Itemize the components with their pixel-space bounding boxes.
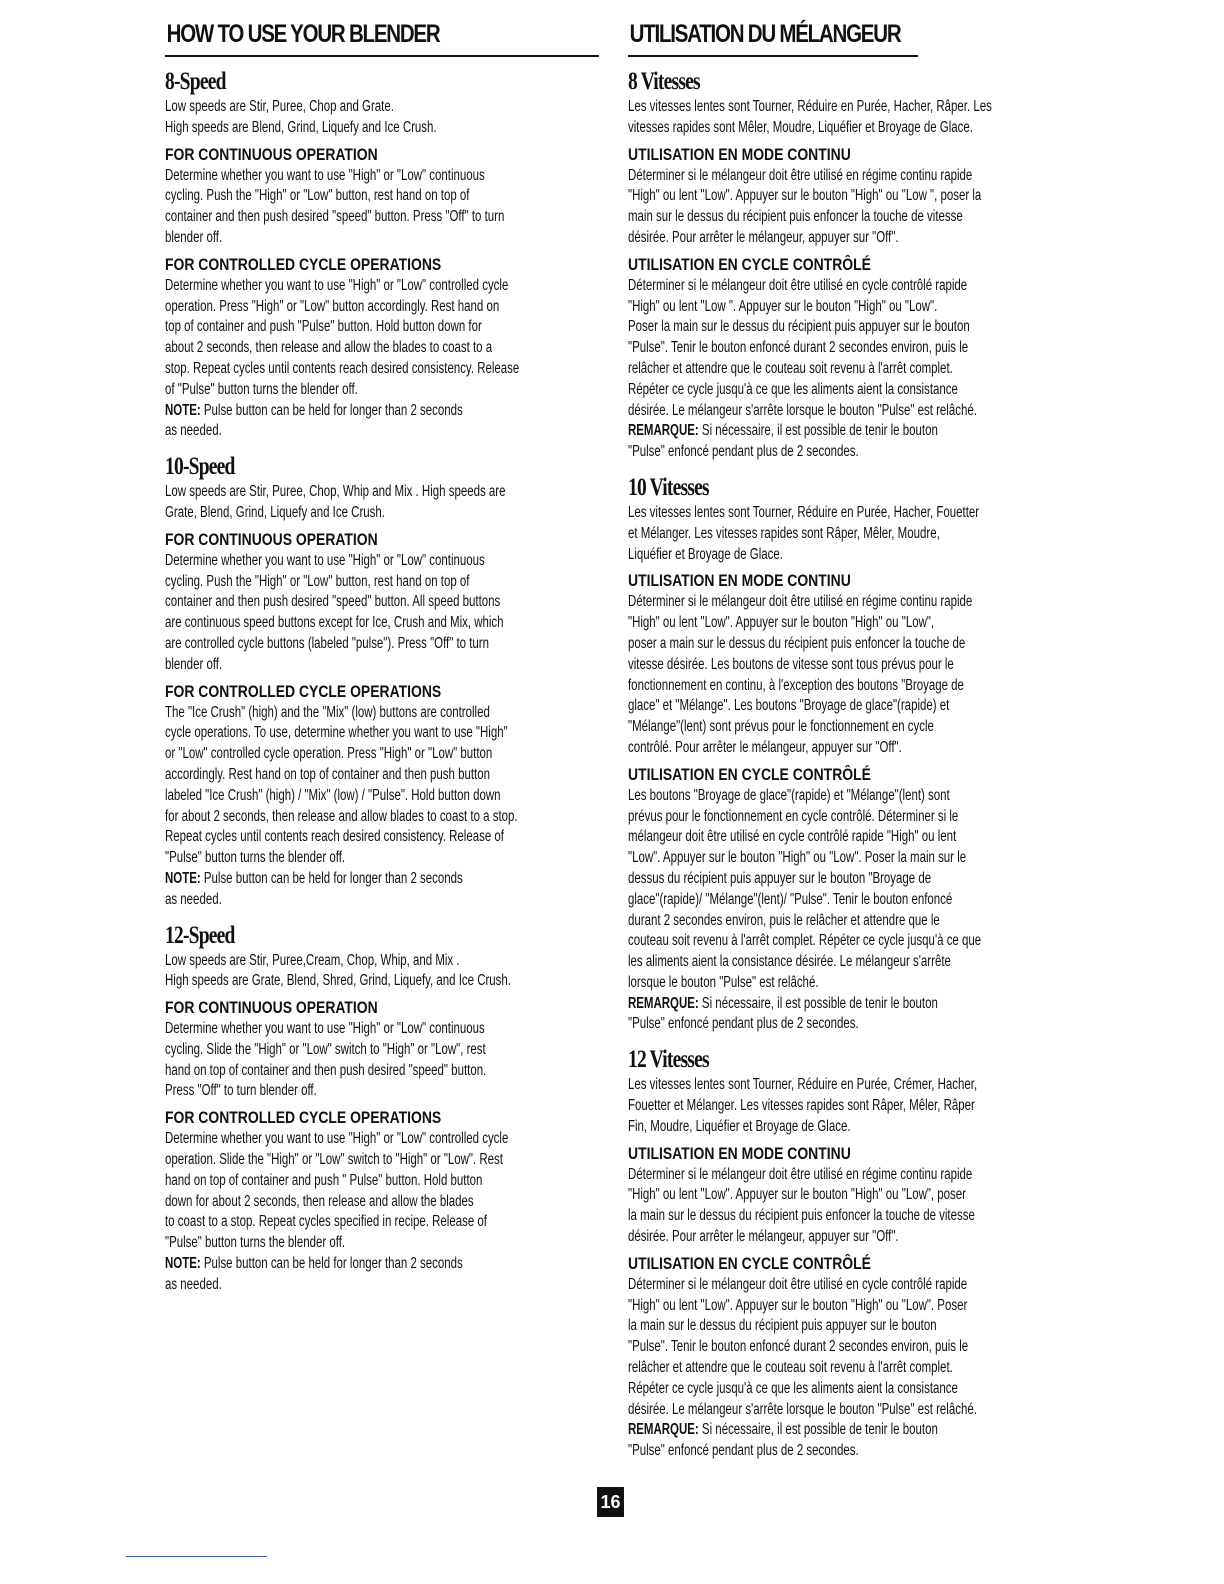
text-line: Déterminer si le mélangeur doit être utilisé en cycle contrôlé rapide: [628, 1275, 968, 1293]
text-line: "High" ou lent "Low". Appuyer sur le bouton "High" ou "Low",: [628, 614, 935, 632]
text-line: Poser la main sur le dessus du récipient puis appuyer sur le bouton: [628, 318, 970, 336]
subsection-heading: UTILISATION EN CYCLE CONTRÔLÉ: [628, 1253, 871, 1273]
section-intro: [165, 482, 599, 524]
section-gap: [628, 1462, 1066, 1468]
paragraph: [628, 1275, 1066, 1462]
subsection-heading: UTILISATION EN MODE CONTINU: [628, 571, 851, 591]
note-label: NOTE:: [165, 869, 201, 887]
text-line: top of container and push "Pulse" button. Hold button down for: [165, 318, 482, 336]
french-column: [628, 18, 1066, 1468]
text-line: prévus pour le fonctionnement en cycle contrôlé. Déterminer si le: [628, 807, 959, 825]
text-line: Les vitesses lentes sont Tourner, Réduire en Purée, Crémer, Hacher,: [628, 1076, 978, 1094]
text-line: poser a main sur le dessus du récipient puis enfoncer la touche de: [628, 634, 966, 652]
note-label: REMARQUE:: [628, 422, 699, 440]
note-label: NOTE:: [165, 401, 201, 419]
text-line: Repeat cycles until contents reach desired consistency. Release of: [165, 828, 504, 846]
text-line: stop. Repeat cycles until contents reach desired consistency. Release: [165, 359, 520, 377]
text-line: "Pulse" button turns the blender off.: [165, 1234, 346, 1252]
note-text: Si nécessaire, il est possible de tenir le bouton: [698, 994, 938, 1012]
section-title: 8 Vitesses: [628, 68, 700, 95]
section: [628, 473, 1066, 1041]
section-title: 8-Speed: [165, 68, 226, 95]
text-line: Determine whether you want to use "High" or "Low" controlled cycle: [165, 1130, 509, 1148]
note-text: Si nécessaire, il est possible de tenir le bouton: [698, 422, 938, 440]
text-line: "High" ou lent "Low". Appuyer sur le bouton "High" ou "Low", poser: [628, 1186, 967, 1204]
note-text: "Pulse" enfoncé pendant plus de 2 secondes.: [628, 1442, 859, 1460]
text-line: High speeds are Grate, Blend, Shred, Grind, Liquefy, and Ice Crush.: [165, 972, 511, 990]
text-line: The "Ice Crush" (high) and the "Mix" (low) buttons are controlled: [165, 703, 490, 721]
text-line: Fouetter et Mélanger. Les vitesses rapides sont Râper, Mêler, Râper: [628, 1097, 975, 1115]
section-gap: [628, 463, 1066, 469]
section-gap: [165, 442, 599, 448]
text-line: cycle operations. To use, determine whether you want to use "High": [165, 724, 508, 742]
text-line: hand on top of container and push " Pulse" button. Hold button: [165, 1171, 483, 1189]
english-heading-rule: [165, 55, 599, 57]
note-text: "Pulse" enfoncé pendant plus de 2 secondes.: [628, 1015, 859, 1033]
note-line: [628, 442, 952, 463]
text-line: to coast to a stop. Repeat cycles specified in recipe. Release of: [165, 1213, 487, 1231]
text-line: Determine whether you want to use "High" or "Low" continuous: [165, 551, 485, 569]
note-text: "Pulse" enfoncé pendant plus de 2 secondes.: [628, 443, 859, 461]
section-title: 12-Speed: [165, 921, 235, 949]
text-line: High speeds are Blend, Grind, Liquefy and Ice Crush.: [165, 118, 437, 136]
subsection-heading: FOR CONTROLLED CYCLE OPERATIONS: [165, 1108, 442, 1128]
text-line: fonctionnement en continu, à l'exception des boutons "Broyage de: [628, 676, 964, 694]
section-intro: [628, 503, 1066, 565]
subsection-heading: UTILISATION EN CYCLE CONTRÔLÉ: [628, 254, 871, 274]
text-line: Répéter ce cycle jusqu'à ce que les aliments aient la consistance: [628, 1379, 958, 1397]
text-line: lorsque le bouton "Pulse" est relâché.: [628, 973, 819, 991]
paragraph: [165, 551, 599, 676]
note-line: [165, 890, 486, 911]
section-intro: [165, 951, 599, 993]
text-line: hand on top of container and then push desired "speed" button.: [165, 1061, 487, 1079]
text-line: Press "Off" to turn blender off.: [165, 1082, 317, 1100]
text-line: dessus du récipient puis appuyer sur le bouton "Broyage de: [628, 869, 932, 887]
note-label: REMARQUE:: [628, 1421, 699, 1439]
text-line: accordingly. Rest hand on top of container and then push button: [165, 765, 490, 783]
text-line: "Pulse" button turns the blender off.: [165, 849, 346, 867]
paragraph: [165, 1019, 599, 1102]
section-title: 10-Speed: [165, 453, 235, 481]
french-heading: UTILISATION DU MÉLANGEUR: [629, 20, 901, 48]
text-line: glace"(rapide)/ "Mélange"(lent)/ "Pulse". Tenir le bouton enfoncé: [628, 890, 953, 908]
subsection-heading: FOR CONTINUOUS OPERATION: [165, 998, 378, 1018]
text-line: "Mélange"(lent) sont prévus pour le fonctionnement en cycle: [628, 718, 934, 736]
section: [165, 67, 599, 448]
corner-line: [126, 1556, 267, 1557]
text-line: or "Low" controlled cycle operation. Press "High" or "Low" button: [165, 745, 493, 763]
text-line: operation. Press "High" or "Low" button accordingly. Rest hand on: [165, 297, 500, 315]
text-line: Déterminer si le mélangeur doit être utilisé en régime continu rapide: [628, 593, 973, 611]
text-line: Déterminer si le mélangeur doit être utilisé en régime continu rapide: [628, 166, 973, 184]
text-line: Les vitesses lentes sont Tourner, Réduire en Purée, Hacher, Râper. Les: [628, 98, 992, 115]
section-intro: [628, 97, 1066, 139]
note-text: Pulse button can be held for longer than 2 seconds: [200, 1255, 463, 1273]
text-line: Répéter ce cycle jusqu'à ce que les aliments aient la consistance: [628, 380, 958, 398]
section-gap: [628, 1035, 1066, 1041]
text-line: down for about 2 seconds, then release and allow the blades: [165, 1192, 474, 1210]
note-text: Si nécessaire, il est possible de tenir le bouton: [698, 1421, 938, 1439]
note-text: as needed.: [165, 890, 222, 908]
french-sections: [628, 67, 1066, 1468]
paragraph: [628, 592, 1066, 758]
text-line: Low speeds are Stir, Puree, Chop, Whip and Mix . High speeds are: [165, 483, 506, 501]
text-line: Les vitesses lentes sont Tourner, Réduire en Purée, Hacher, Fouetter: [628, 503, 980, 521]
text-line: Fin, Moudre, Liquéfier et Broyage de Glace.: [628, 1117, 851, 1135]
subsection-heading: UTILISATION EN CYCLE CONTRÔLÉ: [628, 764, 871, 784]
section: [628, 1045, 1066, 1468]
note-line: [628, 1420, 952, 1441]
note-line: [165, 1254, 486, 1275]
text-line: cycling. Push the "High" or "Low" button, rest hand on top of: [165, 187, 470, 205]
text-line: Low speeds are Stir, Puree,Cream, Chop, Whip, and Mix .: [165, 951, 460, 969]
text-line: "Low". Appuyer sur le bouton "High" ou "Low". Poser la main sur le: [628, 849, 967, 867]
note-line: [628, 1014, 952, 1035]
text-line: Determine whether you want to use "High" or "Low" continuous: [165, 166, 485, 184]
section-intro: [165, 97, 599, 139]
text-line: cycling. Push the "High" or "Low" button, rest hand on top of: [165, 572, 470, 590]
english-sections: [165, 67, 599, 1302]
section: [628, 67, 1066, 469]
section-title: 12 Vitesses: [628, 1046, 709, 1074]
english-heading: HOW TO USE YOUR BLENDER: [166, 20, 440, 48]
text-line: glace" et "Mélange". Les boutons "Broyage de glace"(rapide) et: [628, 697, 950, 715]
paragraph: [165, 1129, 599, 1295]
subsection-heading: UTILISATION EN MODE CONTINU: [628, 144, 851, 164]
text-line: vitesses rapides sont Mêler, Moudre, Liquéfier et Broyage de Glace.: [628, 118, 973, 136]
text-line: are controlled cycle buttons (labeled "pulse"). Press "Off" to turn: [165, 634, 490, 652]
page-number: 16: [597, 1487, 624, 1517]
text-line: couteau soit revenu à l'arrêt complet. Répéter ce cycle jusqu'à ce que: [628, 932, 982, 950]
text-line: et Mélanger. Les vitesses rapides sont Râper, Mêler, Moudre,: [628, 524, 940, 542]
text-line: "High" ou lent "Low". Appuyer sur le bouton "High" ou "Low". Poser: [628, 1296, 968, 1314]
note-line: [165, 421, 486, 442]
text-line: désirée. Le mélangeur s'arrête lorsque le bouton "Pulse" est relâché.: [628, 1400, 977, 1418]
text-line: Déterminer si le mélangeur doit être utilisé en cycle contrôlé rapide: [628, 276, 968, 294]
section: [165, 452, 599, 916]
text-line: les aliments aient la consistance désirée. Le mélangeur s'arrête: [628, 953, 951, 971]
section-gap: [165, 911, 599, 917]
text-line: main sur le dessus du récipient puis enfoncer la touche de vitesse: [628, 208, 963, 226]
text-line: Determine whether you want to use "High" or "Low" continuous: [165, 1020, 485, 1038]
note-line: [628, 421, 952, 442]
english-column: [165, 18, 599, 1302]
text-line: for about 2 seconds, then release and allow blades to coast to a stop.: [165, 807, 518, 825]
text-line: blender off.: [165, 228, 223, 246]
text-line: contrôlé. Pour arrêter le mélangeur, appuyer sur "Off".: [628, 738, 902, 756]
paragraph: [628, 166, 1066, 249]
note-line: [628, 1441, 952, 1462]
section: [165, 921, 599, 1302]
note-label: REMARQUE:: [628, 994, 699, 1012]
paragraph: [165, 276, 599, 442]
subsection-heading: FOR CONTINUOUS OPERATION: [165, 144, 378, 164]
text-line: Determine whether you want to use "High" or "Low" controlled cycle: [165, 276, 509, 294]
note-line: [165, 1275, 486, 1296]
text-line: cycling. Slide the "High" or "Low" switch to "High" or "Low", rest: [165, 1040, 486, 1058]
text-line: Les boutons "Broyage de glace"(rapide) et "Mélange"(lent) sont: [628, 786, 950, 804]
text-line: désirée. Pour arrêter le mélangeur, appuyer sur "Off".: [628, 1228, 899, 1246]
text-line: Low speeds are Stir, Puree, Chop and Grate.: [165, 98, 394, 115]
paragraph: [165, 703, 599, 911]
subsection-heading: FOR CONTROLLED CYCLE OPERATIONS: [165, 254, 442, 274]
text-line: désirée. Pour arrêter le mélangeur, appuyer sur "Off".: [628, 228, 899, 246]
text-line: relâcher et attendre que le couteau soit revenu à l'arrêt complet.: [628, 1359, 953, 1377]
text-line: désirée. Le mélangeur s'arrête lorsque le bouton "Pulse" est relâché.: [628, 401, 977, 419]
paragraph: [165, 166, 599, 249]
note-text: as needed.: [165, 1275, 222, 1293]
text-line: of "Pulse" button turns the blender off.: [165, 380, 358, 398]
subsection-heading: FOR CONTROLLED CYCLE OPERATIONS: [165, 681, 442, 701]
section-intro: [628, 1075, 1066, 1137]
paragraph: [628, 1165, 1066, 1248]
note-line: [165, 401, 486, 422]
text-line: operation. Slide the "High" or "Low" switch to "High" or "Low". Rest: [165, 1151, 503, 1169]
note-label: NOTE:: [165, 1255, 201, 1273]
note-text: Pulse button can be held for longer than 2 seconds: [200, 401, 463, 419]
text-line: mélangeur doit être utilisé en cycle contrôlé rapide "High" ou lent: [628, 828, 957, 846]
text-line: relâcher et attendre que le couteau soit revenu à l'arrêt complet.: [628, 359, 953, 377]
paragraph: [628, 786, 1066, 1036]
text-line: blender off.: [165, 655, 223, 673]
text-line: labeled "Ice Crush" (high) / "Mix" (low) / "Pulse". Hold button down: [165, 786, 501, 804]
text-line: about 2 seconds, then release and allow the blades to coast to a: [165, 339, 493, 357]
text-line: la main sur le dessus du récipient puis enfoncer la touche de vitesse: [628, 1207, 975, 1225]
text-line: Déterminer si le mélangeur doit être utilisé en régime continu rapide: [628, 1165, 973, 1183]
note-text: as needed.: [165, 422, 222, 440]
subsection-heading: UTILISATION EN MODE CONTINU: [628, 1143, 851, 1163]
note-line: [165, 869, 486, 890]
text-line: "High" ou lent "Low". Appuyer sur le bouton "High" ou "Low ", poser la: [628, 187, 982, 205]
text-line: la main sur le dessus du récipient puis appuyer sur le bouton: [628, 1317, 937, 1335]
note-line: [628, 994, 952, 1015]
text-line: container and then push desired "speed" button. Press "Off" to turn: [165, 208, 505, 226]
text-line: Liquéfier et Broyage de Glace.: [628, 545, 783, 563]
note-text: Pulse button can be held for longer than 2 seconds: [200, 869, 463, 887]
section-gap: [165, 1296, 599, 1302]
french-heading-rule: [628, 55, 918, 57]
text-line: "Pulse". Tenir le bouton enfoncé durant 2 secondes environ, puis le: [628, 339, 969, 357]
text-line: vitesse désirée. Les boutons de vitesse sont tous prévus pour le: [628, 655, 954, 673]
text-line: container and then push desired "speed" button. All speed buttons: [165, 593, 501, 611]
text-line: "Pulse". Tenir le bouton enfoncé durant 2 secondes environ, puis le: [628, 1338, 969, 1356]
section-title: 10 Vitesses: [628, 473, 709, 501]
paragraph: [628, 276, 1066, 463]
text-line: durant 2 secondes environ, puis le relâcher et attendre que le: [628, 911, 940, 929]
text-line: "High" ou lent "Low ". Appuyer sur le bouton "High" ou "Low".: [628, 297, 938, 315]
text-line: Grate, Blend, Grind, Liquefy and Ice Crush.: [165, 503, 385, 521]
subsection-heading: FOR CONTINUOUS OPERATION: [165, 529, 378, 549]
text-line: are continuous speed buttons except for Ice, Crush and Mix, which: [165, 614, 504, 632]
